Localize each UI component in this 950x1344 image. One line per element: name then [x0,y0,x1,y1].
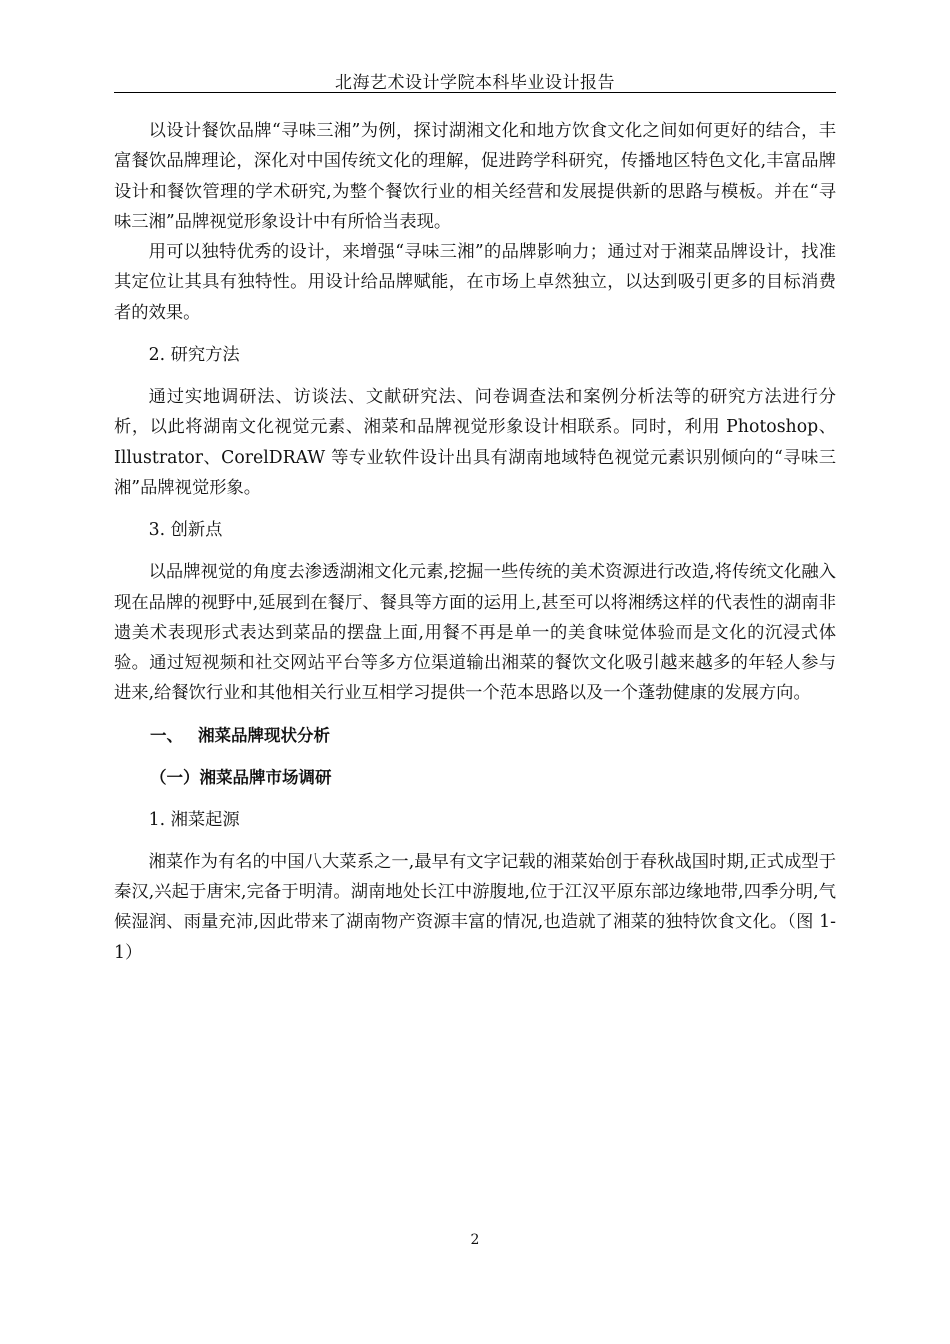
page-number: 2 [470,1232,480,1248]
paragraph-research-significance: 以设计餐饮品牌“寻味三湘”为例，探讨湖湘文化和地方饮食文化之间如何更好的结合，丰富餐饮品牌理论，深化对中国传统文化的理解，促进跨学科研究，传播地区特色文化,丰富品牌设计和餐饮管理的学术研究,为整个餐饮行业的相关经营和发展提供新的思路与模板。并在“寻味三湘”品牌视觉形象设计中有所恰当表现。 [114,121,836,232]
heading-innovation: 3. 创新点 [148,520,223,541]
chapter-title: 湘菜品牌现状分析 [198,725,330,745]
heading-xiang-cuisine-origin: 1. 湘菜起源 [148,809,240,830]
paragraph-brand-influence: 用可以独特优秀的设计，来增强“寻味三湘”的品牌影响力；通过对于湘菜品牌设计，找准其定位让其具有独特性。用设计给品牌赋能，在市场上卓然独立，以达到吸引更多的目标消费者的效果。 [114,242,836,323]
paragraph-research-methods: 通过实地调研法、访谈法、文献研究法、问卷调查法和案例分析法等的研究方法进行分析，以此将湖南文化视觉元素、湘菜和品牌视觉形象设计相联系。同时，利用 Photoshop、Illustrator、CorelDRAW 等专业软件设计出具有湖南地域特色视觉元素识别倾向的“寻味三湘”品牌视觉形象。 [114,387,836,498]
header-divider [114,92,836,93]
chapter-number: 一、 [150,725,183,745]
chapter-heading [114,721,836,751]
page-header-title: 北海艺术设计学院本科毕业设计报告 [335,73,615,93]
section-heading-market-research: （一）湘菜品牌市场调研 [150,767,332,787]
document-body [114,116,836,968]
paragraph-innovation: 以品牌视觉的角度去渗透湖湘文化元素,挖掘一些传统的美术资源进行改造,将传统文化融入现在品牌的视野中,延展到在餐厅、餐具等方面的运用上,甚至可以将湘绣这样的代表性的湖南非遗美术表现形式表达到菜品的摆盘上面,用餐不再是单一的美食味觉体验而是文化的沉浸式体验。通过短视频和社交网站平台等多方位渠道输出湘菜的餐饮文化吸引越来越多的年轻人参与进来,给餐饮行业和其他相关行业互相学习提供一个范本思路以及一个蓬勃健康的发展方向。 [114,562,836,704]
heading-research-methods: 2. 研究方法 [148,345,240,366]
paragraph-xiang-cuisine-origin: 湘菜作为有名的中国八大菜系之一,最早有文字记载的湘菜始创于春秋战国时期,正式成型于秦汉,兴起于唐宋,完备于明清。湖南地处长江中游腹地,位于江汉平原东部边缘地带,四季分明,气候湿润、雨量充沛,因此带来了湖南物产资源丰富的情况,也造就了湘菜的独特饮食文化。（图 1-1） [114,851,836,963]
